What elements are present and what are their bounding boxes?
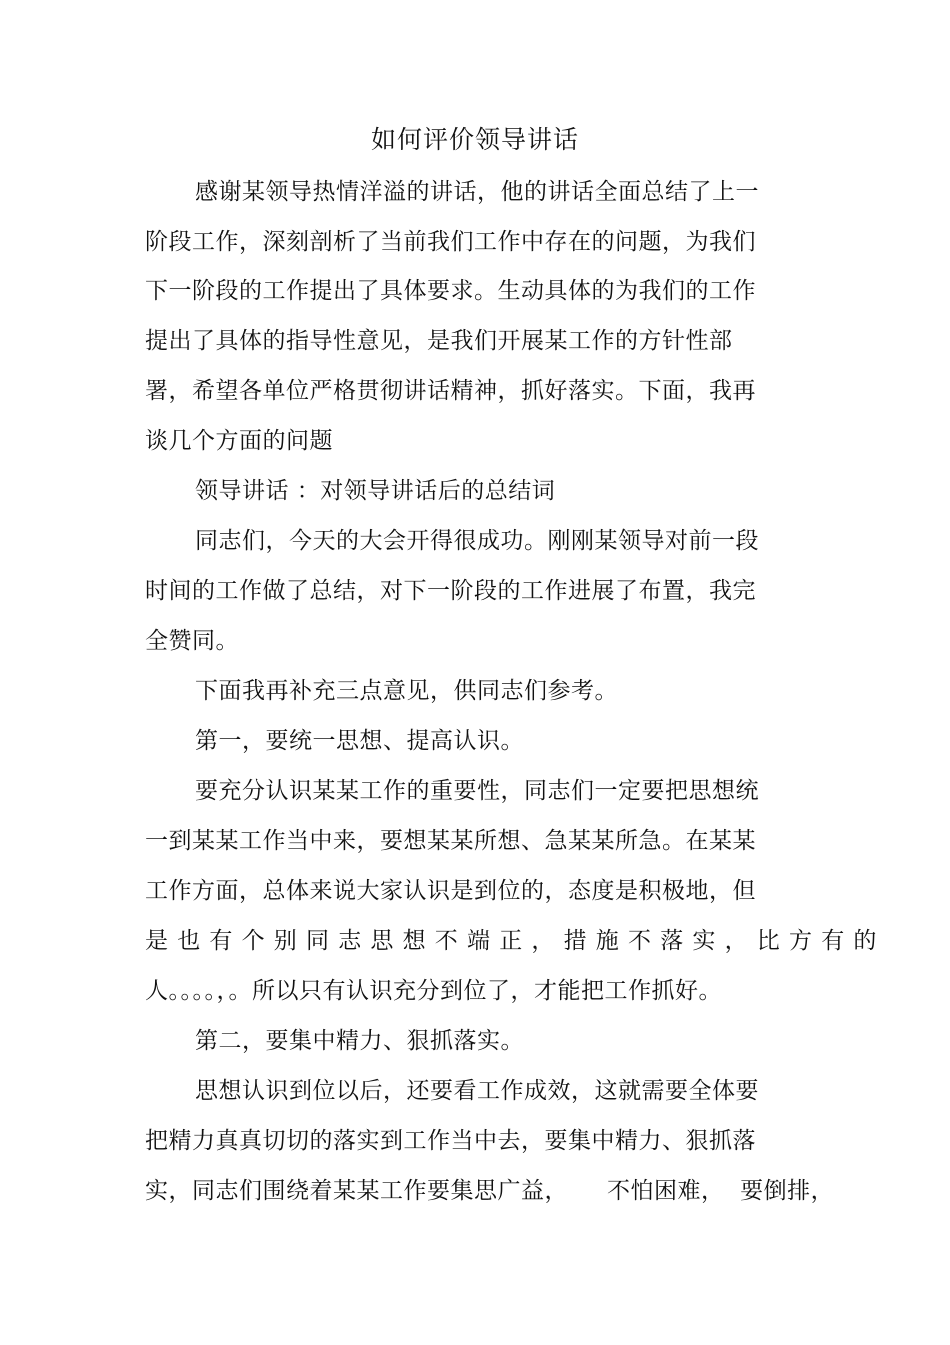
paragraph-line: 感谢某领导热情洋溢的讲话，他的讲话全面总结了上一 (195, 179, 759, 205)
section-heading: 领导讲话 ：对领导讲话后的总结词 (195, 478, 556, 504)
paragraph-line: 提出了具体的指导性意见，是我们开展某工作的方针性部 (145, 328, 733, 354)
paragraph-line: 下面我再补充三点意见，供同志们参考。 (195, 678, 618, 704)
paragraph-line: 思想认识到位以后，还要看工作成效，这就需要全体要 (195, 1078, 759, 1104)
document-title: 如何评价领导讲话 (370, 125, 579, 154)
paragraph-line: 人。。。。，。所以只有认识充分到位了，才能把工作抓好。 (145, 978, 722, 1004)
paragraph-line: 阶段工作，深刻剖析了当前我们工作中存在的问题，为我们 (145, 229, 756, 255)
paragraph-line: 一到某某工作当中来，要想某某所想、急某某所急。在某某 (145, 828, 756, 854)
point-heading: 第二，要集中精力、狠抓落实。 (195, 1028, 524, 1054)
paragraph-line: 谈几个方面的问题 (145, 428, 333, 454)
paragraph-line: 工作方面，总体来说大家认识是到位的，态度是积极地，但 (145, 878, 756, 904)
paragraph-line: 全赞同。 (145, 628, 239, 654)
point-heading: 第一，要统一思想、提高认识。 (195, 728, 524, 754)
paragraph-line: 实，同志们围绕着某某工作要集思广益， 不怕困难， 要倒排， (145, 1178, 835, 1204)
paragraph-line: 时间的工作做了总结，对下一阶段的工作进展了布置，我完 (145, 578, 756, 604)
paragraph-line: 同志们，今天的大会开得很成功。刚刚某领导对前一段 (195, 528, 759, 554)
paragraph-line: 署，希望各单位严格贯彻讲话精神，抓好落实。下面，我再 (145, 378, 756, 404)
paragraph-line: 是也有个别同志思想不端正，措施不落实，比方有的 (145, 928, 886, 954)
paragraph-line: 把精力真真切切的落实到工作当中去，要集中精力、狠抓落 (145, 1128, 756, 1154)
paragraph-line: 下一阶段的工作提出了具体要求。生动具体的为我们的工作 (145, 278, 756, 304)
paragraph-line: 要充分认识某某工作的重要性，同志们一定要把思想统 (195, 778, 759, 804)
